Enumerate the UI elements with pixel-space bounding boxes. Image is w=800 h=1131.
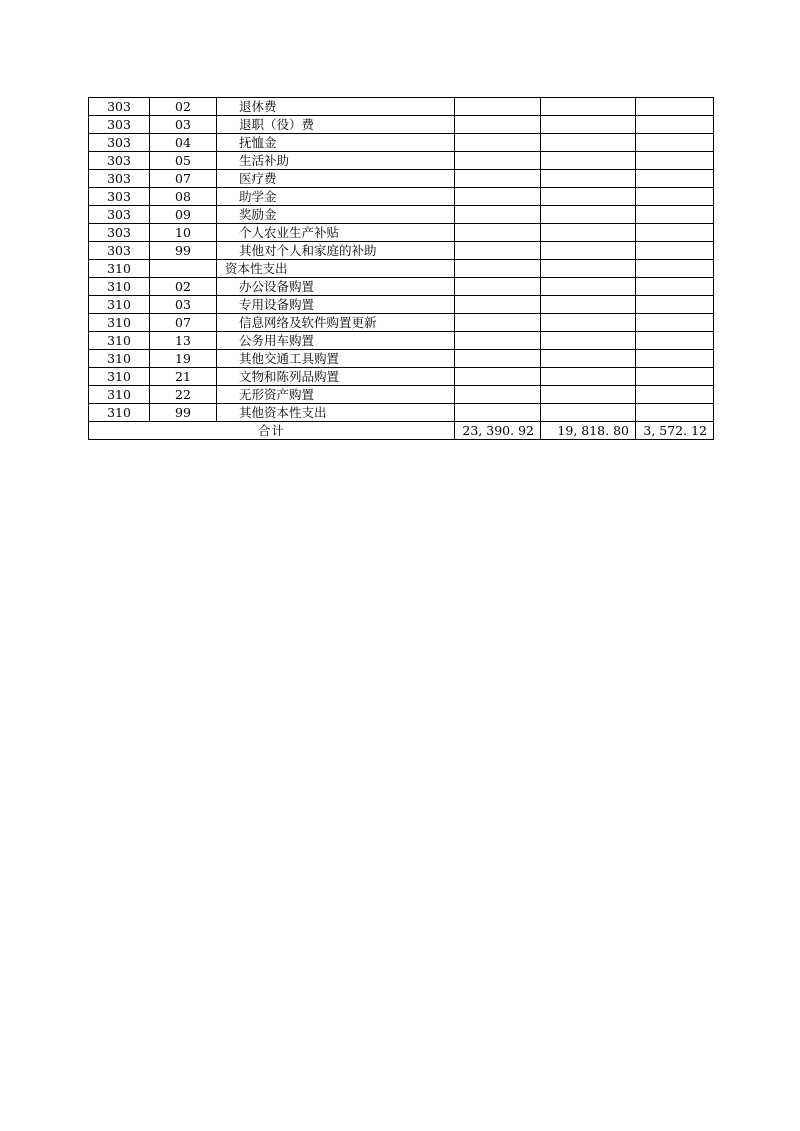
item-name-cell: 退职（役）费	[217, 116, 455, 134]
project-amount-cell	[636, 368, 714, 386]
item-name-cell: 信息网络及软件购置更新	[217, 314, 455, 332]
table-row	[89, 242, 714, 260]
project-amount-cell	[636, 224, 714, 242]
basic-amount-cell	[541, 278, 636, 296]
class-code-cell: 303	[89, 224, 150, 242]
item-name-cell: 公务用车购置	[217, 332, 455, 350]
table-row	[89, 134, 714, 152]
item-code-cell: 21	[150, 368, 217, 386]
class-code-cell: 310	[89, 368, 150, 386]
item-code-cell: 13	[150, 332, 217, 350]
item-name-cell: 文物和陈列品购置	[217, 368, 455, 386]
project-amount-cell	[636, 386, 714, 404]
class-code-cell: 303	[89, 170, 150, 188]
total-amount-cell	[455, 152, 541, 170]
project-amount-cell	[636, 404, 714, 422]
total-amount-cell	[455, 350, 541, 368]
item-code-cell: 99	[150, 404, 217, 422]
table-row	[89, 98, 714, 116]
total-row	[89, 422, 714, 440]
basic-amount-cell	[541, 134, 636, 152]
total-amount-cell	[455, 278, 541, 296]
class-code-cell: 310	[89, 404, 150, 422]
basic-amount-cell	[541, 368, 636, 386]
basic-amount-cell	[541, 170, 636, 188]
basic-amount-cell	[541, 224, 636, 242]
class-code-cell: 310	[89, 386, 150, 404]
item-name-cell: 助学金	[217, 188, 455, 206]
class-code-cell: 310	[89, 332, 150, 350]
table-row	[89, 314, 714, 332]
table-row	[89, 188, 714, 206]
item-name-cell: 其他对个人和家庭的补助	[217, 242, 455, 260]
basic-amount-cell	[541, 332, 636, 350]
total-amount-cell	[455, 188, 541, 206]
total-amount-cell	[455, 116, 541, 134]
item-code-cell	[150, 260, 217, 278]
item-name-cell: 无形资产购置	[217, 386, 455, 404]
table-row	[89, 332, 714, 350]
item-name-cell: 其他交通工具购置	[217, 350, 455, 368]
project-amount-cell	[636, 350, 714, 368]
class-code-cell: 303	[89, 116, 150, 134]
item-code-cell: 04	[150, 134, 217, 152]
total-amount-cell	[455, 260, 541, 278]
basic-amount-cell	[541, 188, 636, 206]
table-body	[89, 98, 714, 422]
project-amount-cell	[636, 314, 714, 332]
total-amount-cell	[455, 224, 541, 242]
total-amount-cell	[455, 296, 541, 314]
item-code-cell: 19	[150, 350, 217, 368]
project-amount-cell	[636, 188, 714, 206]
total-amount-cell	[455, 206, 541, 224]
item-name-cell: 个人农业生产补贴	[217, 224, 455, 242]
table-row	[89, 260, 714, 278]
table-row	[89, 116, 714, 134]
basic-amount-cell	[541, 242, 636, 260]
item-code-cell: 22	[150, 386, 217, 404]
class-code-cell: 303	[89, 134, 150, 152]
class-code-cell: 310	[89, 260, 150, 278]
total-amount-cell	[455, 242, 541, 260]
basic-amount-cell	[541, 296, 636, 314]
total-label: 合计	[89, 422, 455, 440]
table-row	[89, 224, 714, 242]
total-amount-cell	[455, 404, 541, 422]
item-name-cell: 生活补助	[217, 152, 455, 170]
basic-amount-cell	[541, 404, 636, 422]
item-code-cell: 07	[150, 170, 217, 188]
item-name-cell: 办公设备购置	[217, 278, 455, 296]
class-code-cell: 303	[89, 152, 150, 170]
project-amount-cell	[636, 116, 714, 134]
table-row	[89, 170, 714, 188]
project-amount-cell	[636, 332, 714, 350]
total-amount-cell: 23, 390. 92	[455, 422, 541, 440]
project-amount-cell	[636, 206, 714, 224]
item-code-cell: 07	[150, 314, 217, 332]
total-amount-cell	[455, 332, 541, 350]
project-amount-cell	[636, 152, 714, 170]
item-code-cell: 99	[150, 242, 217, 260]
project-amount-cell: 3, 572. 12	[636, 422, 714, 440]
class-code-cell: 310	[89, 296, 150, 314]
basic-amount-cell	[541, 386, 636, 404]
total-amount-cell	[455, 134, 541, 152]
project-amount-cell	[636, 260, 714, 278]
item-name-cell: 抚恤金	[217, 134, 455, 152]
item-name-cell: 资本性支出	[217, 260, 455, 278]
class-code-cell: 310	[89, 278, 150, 296]
item-code-cell: 03	[150, 116, 217, 134]
basic-amount-cell	[541, 314, 636, 332]
total-amount-cell	[455, 368, 541, 386]
item-name-cell: 医疗费	[217, 170, 455, 188]
budget-table	[88, 97, 714, 440]
total-amount-cell	[455, 170, 541, 188]
table-row	[89, 278, 714, 296]
item-code-cell: 05	[150, 152, 217, 170]
item-name-cell: 其他资本性支出	[217, 404, 455, 422]
item-code-cell: 02	[150, 98, 217, 116]
basic-amount-cell	[541, 98, 636, 116]
table-row	[89, 206, 714, 224]
item-code-cell: 03	[150, 296, 217, 314]
basic-amount-cell	[541, 350, 636, 368]
table-row	[89, 152, 714, 170]
project-amount-cell	[636, 98, 714, 116]
table-row	[89, 386, 714, 404]
basic-amount-cell	[541, 152, 636, 170]
item-code-cell: 09	[150, 206, 217, 224]
table-row	[89, 368, 714, 386]
class-code-cell: 303	[89, 242, 150, 260]
total-amount-cell	[455, 98, 541, 116]
basic-amount-cell	[541, 260, 636, 278]
item-name-cell: 奖励金	[217, 206, 455, 224]
class-code-cell: 303	[89, 188, 150, 206]
class-code-cell: 310	[89, 350, 150, 368]
project-amount-cell	[636, 170, 714, 188]
table-row	[89, 296, 714, 314]
project-amount-cell	[636, 242, 714, 260]
table-row	[89, 350, 714, 368]
basic-amount-cell: 19, 818. 80	[541, 422, 636, 440]
total-amount-cell	[455, 386, 541, 404]
project-amount-cell	[636, 296, 714, 314]
basic-amount-cell	[541, 116, 636, 134]
item-code-cell: 10	[150, 224, 217, 242]
item-name-cell: 专用设备购置	[217, 296, 455, 314]
item-code-cell: 02	[150, 278, 217, 296]
table-row	[89, 404, 714, 422]
total-amount-cell	[455, 314, 541, 332]
class-code-cell: 303	[89, 206, 150, 224]
item-name-cell: 退休费	[217, 98, 455, 116]
item-code-cell: 08	[150, 188, 217, 206]
class-code-cell: 310	[89, 314, 150, 332]
project-amount-cell	[636, 278, 714, 296]
project-amount-cell	[636, 134, 714, 152]
class-code-cell: 303	[89, 98, 150, 116]
basic-amount-cell	[541, 206, 636, 224]
